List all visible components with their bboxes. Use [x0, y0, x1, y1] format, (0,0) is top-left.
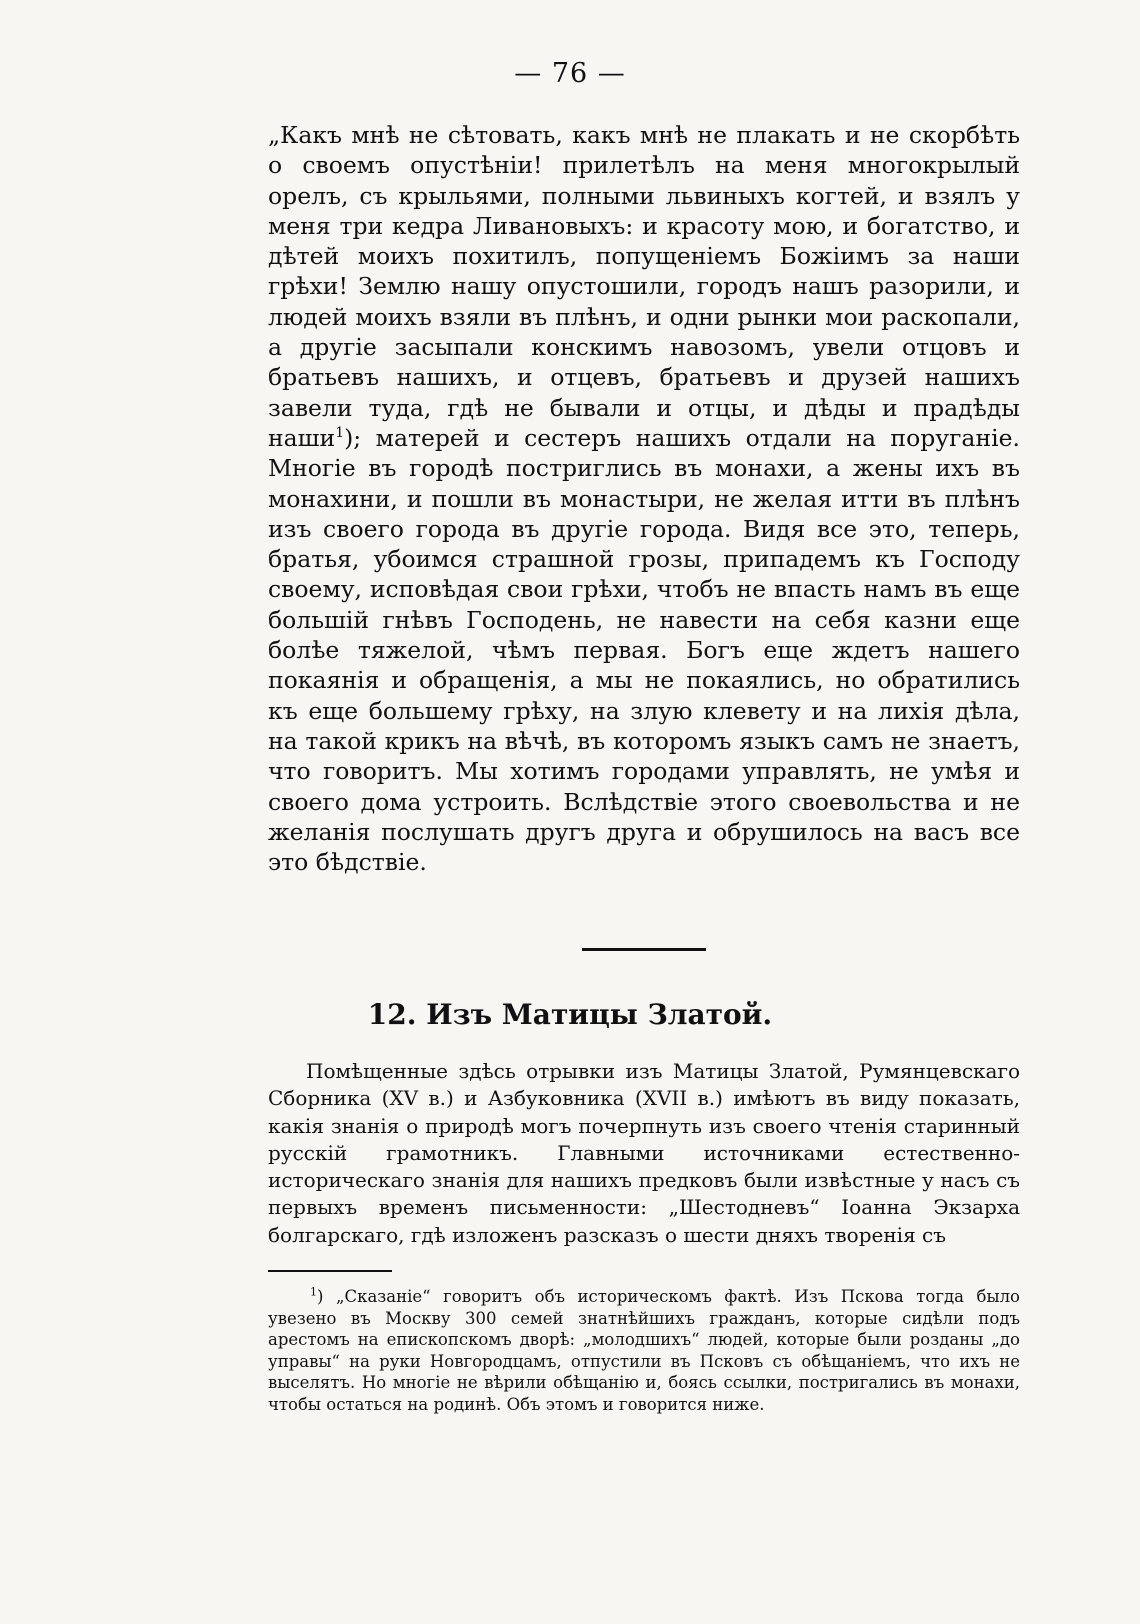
footnote-text: ) „Сказаніе“ говоритъ объ историческомъ фактѣ. Изъ Пскова тогда было увезено въ Москву 300 семей знатнѣйшихъ гражданъ, которые сидѣли подъ арестомъ на епископскомъ дворѣ: „молодшихъ“ людей, которые были розданы „до управы“ на руки Новгородцамъ, отпустили въ Псковъ съ обѣщаніемъ, что ихъ не выселятъ. Но многіе не вѣрили обѣщанію и, боясь ссылки, постригались въ монахи, чтобы остаться на родинѣ. Объ этомъ и говорится ниже. — [268, 1287, 1020, 1414]
section-divider — [582, 948, 706, 951]
main-text-part-2: ); матерей и сестеръ нашихъ отдали на поруганіе. Многіе въ городѣ постриглись въ монахи, а жены ихъ въ монахини, и пошли въ монастыри, не желая итти въ плѣнъ изъ своего города въ другіе города. Видя все это, теперь, братья, убоимся страшной грозы, припадемъ къ Господу своему, исповѣдая свои грѣхи, чтобъ не впасть намъ въ еще большій гнѣвъ Господень, не навести на себя казни еще болѣе тяжелой, чѣмъ первая. Богъ еще ждетъ нашего покаянія и обращенія, а мы не покаялись, но обратились къ еще большему грѣху, на злую клевету и на лихія дѣла, на такой крикъ на вѣчѣ, въ которомъ языкъ самъ не знаетъ, что говоритъ. Мы хотимъ городами управлять, не умѣя и своего дома устроить. Вслѣдствіе этого своевольства и не желанія послушать другъ друга и обрушилось на васъ все это бѣдствіе. — [268, 423, 1020, 877]
footnote-marker: 1 — [310, 1285, 317, 1299]
main-paragraph — [268, 120, 1020, 877]
footnote-rule — [268, 1270, 392, 1272]
section-heading: 12. Изъ Матицы Златой. — [367, 998, 773, 1031]
footnote-reference[interactable]: 1 — [335, 425, 345, 442]
footnote — [268, 1286, 1020, 1415]
page-number: — 76 — — [514, 58, 626, 89]
main-text-part-1: „Какъ мнѣ не сѣтовать, какъ мнѣ не плакать и не скорбѣть о своемъ опустѣніи! прилетѣлъ на меня многокрылый орелъ, съ крыльями, полными львиныхъ когтей, и взялъ у меня три кедра Ливановыхъ: и красоту мою, и богатство, и дѣтей моихъ похитилъ, попущеніемъ Божіимъ за наши грѣхи! Землю нашу опустошили, городъ нашъ разорили, и людей моихъ взяли въ плѣнъ, и одни рынки мои раскопали, а другіе засыпали конскимъ навозомъ, увели отцовъ и братьевъ нашихъ, и отцевъ, братьевъ и друзей нашихъ завели туда, гдѣ не бывали и отцы, и дѣды и прадѣды наши — [268, 121, 1020, 452]
section-intro-paragraph: Помѣщенные здѣсь отрывки изъ Матицы Златой, Румянцевскаго Сборника (XV в.) и Азбуковника (XVII в.) имѣютъ въ виду показать, какія знанія о природѣ могъ почерпнуть изъ своего чтенія старинный русскій грамотникъ. Главными источниками естественно-историческаго знанія для нашихъ предковъ были извѣстные у насъ съ первыхъ временъ письменности: „Шестодневъ“ Іоанна Экзарха болгарскаго, гдѣ изложенъ разсказъ о шести дняхъ творенія съ — [268, 1059, 1020, 1247]
